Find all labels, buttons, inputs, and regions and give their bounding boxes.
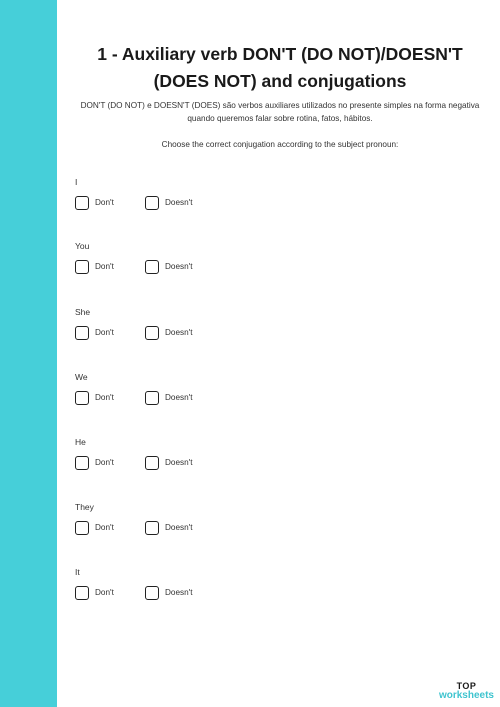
option-dont[interactable]: [75, 456, 114, 470]
pronoun-label: We: [75, 372, 88, 382]
checkbox[interactable]: [145, 196, 159, 210]
checkbox[interactable]: [75, 326, 89, 340]
logo-top-text: TOP: [456, 681, 477, 691]
intro-text: DON'T (DO NOT) e DOESN'T (DOES) são verbos auxiliares utilizados no presente simples na forma negativa quando queremos falar sobre rotina, fatos, hábitos.: [80, 101, 480, 123]
option-dont[interactable]: [75, 260, 114, 274]
option-dont[interactable]: [75, 521, 114, 535]
page-title: 1 - Auxiliary verb DON'T (DO NOT)/DOESN'T (DOES NOT) and conjugations: [97, 44, 463, 91]
checkbox[interactable]: [145, 260, 159, 274]
pronoun-label: You: [75, 241, 90, 251]
checkbox[interactable]: [145, 391, 159, 405]
topworksheets-logo: [439, 681, 494, 701]
question-5: [75, 437, 375, 487]
option-label: Don't: [95, 458, 114, 467]
option-dont[interactable]: [75, 196, 114, 210]
question-1: [75, 177, 375, 227]
option-label: Don't: [95, 588, 114, 597]
pronoun-label: I: [75, 177, 78, 187]
option-label: Don't: [95, 328, 114, 337]
option-label: Don't: [95, 198, 114, 207]
checkbox[interactable]: [75, 521, 89, 535]
option-doesnt[interactable]: [145, 196, 193, 210]
option-label: Doesn't: [165, 262, 193, 271]
checkbox[interactable]: [145, 456, 159, 470]
option-label: Don't: [95, 262, 114, 271]
option-doesnt[interactable]: [145, 586, 193, 600]
option-label: Doesn't: [165, 523, 193, 532]
option-label: Doesn't: [165, 198, 193, 207]
pronoun-label: She: [75, 307, 91, 317]
logo-bottom-text: worksheets: [438, 690, 494, 701]
option-doesnt[interactable]: [145, 260, 193, 274]
side-color-bar: [0, 0, 57, 707]
instruction-text: Choose the correct conjugation according to the subject pronoun:: [161, 140, 399, 149]
option-doesnt[interactable]: [145, 391, 193, 405]
option-label: Don't: [95, 523, 114, 532]
option-dont[interactable]: [75, 391, 114, 405]
checkbox[interactable]: [145, 326, 159, 340]
checkbox[interactable]: [145, 521, 159, 535]
option-doesnt[interactable]: [145, 326, 193, 340]
question-3: [75, 307, 375, 357]
option-label: Doesn't: [165, 458, 193, 467]
question-2: [75, 241, 375, 291]
option-label: Doesn't: [165, 588, 193, 597]
checkbox[interactable]: [75, 391, 89, 405]
option-doesnt[interactable]: [145, 456, 193, 470]
pronoun-label: It: [75, 567, 80, 577]
checkbox[interactable]: [75, 456, 89, 470]
question-6: [75, 502, 375, 552]
option-dont[interactable]: [75, 326, 114, 340]
checkbox[interactable]: [75, 586, 89, 600]
pronoun-label: They: [75, 502, 94, 512]
option-dont[interactable]: [75, 586, 114, 600]
option-label: Doesn't: [165, 328, 193, 337]
option-doesnt[interactable]: [145, 521, 193, 535]
question-7: [75, 567, 375, 617]
checkbox[interactable]: [75, 260, 89, 274]
question-4: [75, 372, 375, 422]
option-label: Doesn't: [165, 393, 193, 402]
pronoun-label: He: [75, 437, 86, 447]
option-label: Don't: [95, 393, 114, 402]
checkbox[interactable]: [75, 196, 89, 210]
checkbox[interactable]: [145, 586, 159, 600]
